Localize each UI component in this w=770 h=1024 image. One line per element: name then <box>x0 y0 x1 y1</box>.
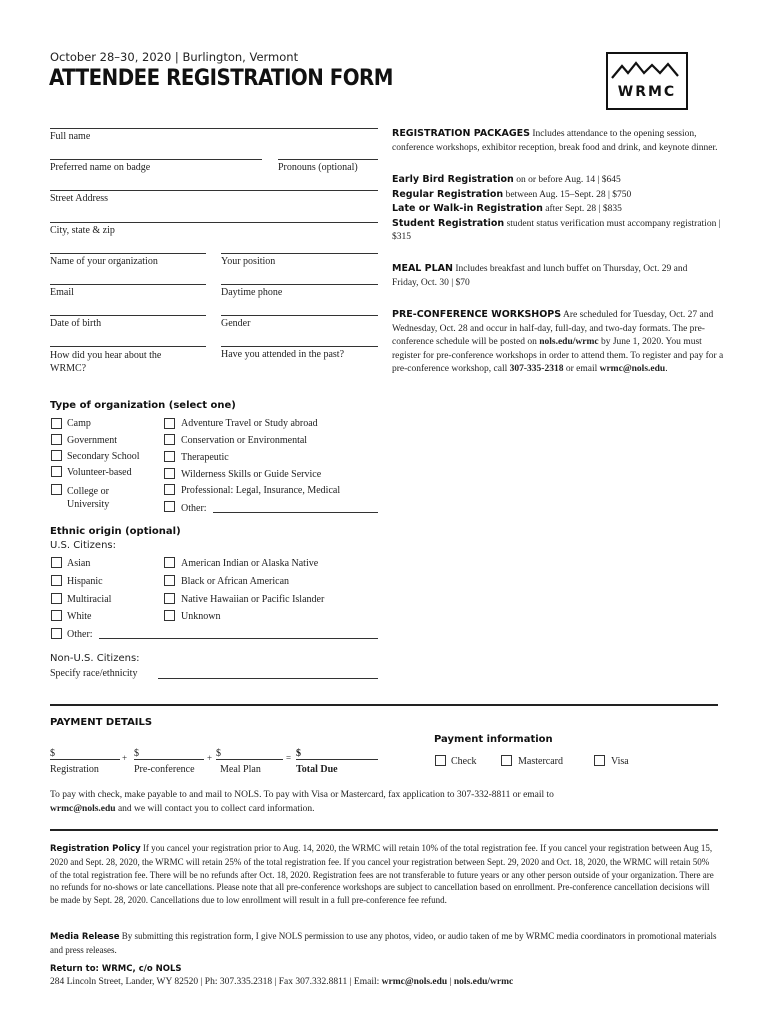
eth-multiracial-label: Multiracial <box>67 594 112 605</box>
media-heading: Media Release <box>50 932 120 942</box>
dollar-sign: $ <box>134 748 139 759</box>
pay-mastercard-checkbox[interactable] <box>501 755 512 766</box>
phone-line[interactable] <box>221 284 378 285</box>
package-item-student <box>392 217 734 245</box>
preferred-name-line[interactable] <box>50 159 262 160</box>
street-label: Street Address <box>50 193 109 204</box>
attended-label: Have you attended in the past? <box>221 349 345 360</box>
org-professional-checkbox[interactable] <box>164 484 175 495</box>
package-detail: after Sept. 28 | $835 <box>542 204 622 214</box>
package-detail: between Aug. 15–Sept. 28 | $750 <box>503 189 632 200</box>
org-therapeutic-label: Therapeutic <box>181 452 229 463</box>
pay-mastercard-label: Mastercard <box>518 756 563 767</box>
gender-line[interactable] <box>221 315 378 316</box>
package-name: Student Registration <box>392 217 505 229</box>
eth-hispanic-label: Hispanic <box>67 576 103 587</box>
eth-black-label: Black or African American <box>181 576 290 587</box>
media-section <box>50 930 718 957</box>
gender-label: Gender <box>221 318 251 329</box>
payment-note-line: To pay with check, make payable to and mail to NOLS. To pay with Visa or Mastercard, fax application to 307-332-8811 or email to <box>50 790 554 800</box>
position-label: Your position <box>221 256 276 267</box>
specify-line[interactable] <box>158 678 378 679</box>
eth-other-line[interactable] <box>99 638 378 639</box>
dollar-sign: $ <box>50 748 55 759</box>
email-label: Email <box>50 287 74 298</box>
org-wilderness-checkbox[interactable] <box>164 468 175 479</box>
logo-text: WRMC <box>617 84 677 100</box>
payment-note-line <box>50 803 718 817</box>
registration-label: Registration <box>50 764 99 775</box>
pay-check-checkbox[interactable] <box>435 755 446 766</box>
package-item-late <box>392 202 734 217</box>
org-secondary-label: Secondary School <box>67 451 140 462</box>
return-heading: Return to: WRMC, c/o NOLS <box>50 964 182 974</box>
registration-amount-line[interactable] <box>50 759 120 760</box>
org-government-label: Government <box>67 435 117 446</box>
org-other-label: Other: <box>181 503 207 514</box>
workshops-email[interactable]: wrmc@nols.edu <box>599 364 666 374</box>
payment-info-heading: Payment information <box>434 734 553 745</box>
eth-unknown-label: Unknown <box>181 611 221 622</box>
wrmc-logo <box>606 52 688 110</box>
full-name-label: Full name <box>50 131 91 142</box>
org-type-heading: Type of organization (select one) <box>50 400 236 411</box>
payment-heading: PAYMENT DETAILS <box>50 717 153 728</box>
preferred-name-label: Preferred name on badge <box>50 162 151 173</box>
page-title: ATTENDEE REGISTRATION FORM <box>49 66 393 91</box>
pronouns-label: Pronouns (optional) <box>278 162 358 173</box>
meal-amount-line[interactable] <box>216 759 283 760</box>
payment-note-text: and we will contact you to collect card information. <box>115 803 315 814</box>
org-government-checkbox[interactable] <box>51 434 62 445</box>
org-conservation-checkbox[interactable] <box>164 434 175 445</box>
attended-line[interactable] <box>221 346 378 347</box>
position-line[interactable] <box>221 253 378 254</box>
packages-heading: REGISTRATION PACKAGES <box>392 128 530 139</box>
org-name-line[interactable] <box>50 253 206 254</box>
org-volunteer-checkbox[interactable] <box>51 466 62 477</box>
workshops-link[interactable]: nols.edu/wrmc <box>539 337 599 347</box>
eth-hawaiian-checkbox[interactable] <box>164 593 175 604</box>
workshops-text: by June 1, 2020. You must register for pre-conference workshops in order to attend them. To register and pay for a pre-conference workshop, call <box>392 337 724 374</box>
street-line[interactable] <box>50 190 378 191</box>
dollar-sign: $ <box>216 748 221 759</box>
equals-sign: = <box>286 753 292 763</box>
org-professional-label: Professional: Legal, Insurance, Medical <box>181 485 341 496</box>
org-secondary-checkbox[interactable] <box>51 450 62 461</box>
policy-section <box>50 842 718 907</box>
org-conservation-label: Conservation or Environmental <box>181 435 308 446</box>
eth-american-indian-label: American Indian or Alaska Native <box>181 558 319 569</box>
meal-section <box>392 262 702 290</box>
package-name: Regular Registration <box>392 188 504 200</box>
dob-line[interactable] <box>50 315 206 316</box>
preconf-label: Pre-conference <box>134 764 195 775</box>
meal-heading: MEAL PLAN <box>392 263 453 274</box>
org-college-checkbox[interactable] <box>51 484 62 495</box>
org-name-label: Name of your organization <box>50 256 158 267</box>
eth-white-label: White <box>67 611 92 622</box>
package-item-regular <box>392 188 734 203</box>
pay-visa-checkbox[interactable] <box>594 755 605 766</box>
pay-visa-label: Visa <box>611 756 629 767</box>
org-volunteer-label: Volunteer-based <box>67 467 132 478</box>
eth-other-label: Other: <box>67 629 93 640</box>
total-due-label: Total Due <box>296 764 338 775</box>
ethnic-heading: Ethnic origin (optional) <box>50 526 181 537</box>
phone-label: Daytime phone <box>221 287 283 298</box>
payment-note <box>50 789 718 816</box>
org-therapeutic-checkbox[interactable] <box>164 451 175 462</box>
org-adventure-label: Adventure Travel or Study abroad <box>181 418 318 429</box>
return-site[interactable]: nols.edu/wrmc <box>453 977 514 987</box>
org-adventure-checkbox[interactable] <box>164 418 175 429</box>
org-other-checkbox[interactable] <box>164 501 175 512</box>
package-detail: student status verification must accompany registration | $315 <box>392 218 721 242</box>
media-text: By submitting this registration form, I give NOLS permission to use any photos, video, or audio taken of me by WRMC media coordinators in promotional materials and press releases. <box>50 931 717 955</box>
city-label: City, state & zip <box>50 225 115 236</box>
hear-about-label: How did you hear about the WRMC? <box>50 350 162 374</box>
packages-section <box>392 127 734 155</box>
pay-check-label: Check <box>451 756 477 767</box>
workshops-phone[interactable]: 307-335-2318 <box>509 364 564 374</box>
packages-intro: Includes attendance to the opening session, conference workshops, exhibitor reception, break food and drink, and keynote dinner. <box>392 129 718 153</box>
pronouns-line[interactable] <box>278 159 378 160</box>
mountains-icon <box>608 60 685 82</box>
us-citizens-label: U.S. Citizens: <box>50 540 116 551</box>
org-college-label: College or University <box>67 486 110 510</box>
eth-hawaiian-label: Native Hawaiian or Pacific Islander <box>181 594 325 605</box>
policy-text: If you cancel your registration prior to Aug. 14, 2020, the WRMC will retain 10% of the total registration fee. If you cancel your registration between Aug 15, 2020 and Sept. 28, 2020, the WRMC will retain 25% of the total registration fee. If you cancel your registration between Sept. 29, 2020 and Oct. 18, 2020, the WRMC will retain 50% of the total registration fee. There will be no refunds after Oct. 18, 2020. Registration fees are not transferable to future years or any other person outside of your organization. There are no refunds for no-shows or late cancellations. Please note that all pre-conference workshops are subject to cancellation based on enrollment. Pre-conference cancellation decisions will be made by Sept. 28, 2020. Cancellations due to low enrollment will result in a full pre-conference fee refund. <box>50 843 714 906</box>
org-other-line[interactable] <box>213 512 378 513</box>
dollar-sign: $ <box>296 748 301 759</box>
email-line[interactable] <box>50 284 206 285</box>
eth-asian-checkbox[interactable] <box>51 557 62 568</box>
eth-hispanic-checkbox[interactable] <box>51 575 62 586</box>
org-wilderness-label: Wilderness Skills or Guide Service <box>181 469 322 480</box>
eth-multiracial-checkbox[interactable] <box>51 593 62 604</box>
workshops-text: Are scheduled for Tuesday, Oct. 27 and Wednesday, Oct. 28 and occur in half-day, full-day, and two-day formats. The pre-conference schedule will be posted on <box>392 310 714 347</box>
return-address-text: 284 Lincoln Street, Lander, WY 82520 | Ph: 307.335.2318 | Fax 307.332.8811 | Email: <box>50 977 382 987</box>
payment-top-rule <box>50 704 718 706</box>
payment-bottom-rule <box>50 829 718 831</box>
workshops-heading: PRE-CONFERENCE WORKSHOPS <box>392 309 562 320</box>
package-list <box>392 173 734 245</box>
return-sep: | <box>447 977 454 987</box>
eth-black-checkbox[interactable] <box>164 575 175 586</box>
plus-sign: + <box>207 753 213 763</box>
eth-unknown-checkbox[interactable] <box>164 610 175 621</box>
eth-asian-label: Asian <box>67 558 91 569</box>
city-line[interactable] <box>50 222 378 223</box>
non-us-label: Non-U.S. Citizens: <box>50 653 140 664</box>
full-name-line[interactable] <box>50 128 378 129</box>
eth-other-checkbox[interactable] <box>51 628 62 639</box>
preconf-amount-line[interactable] <box>134 759 204 760</box>
hear-about-line[interactable] <box>50 346 206 347</box>
org-camp-checkbox[interactable] <box>51 418 62 429</box>
return-address <box>50 977 513 987</box>
package-detail: on or before Aug. 14 | $645 <box>513 175 621 185</box>
workshops-section <box>392 308 732 377</box>
package-item-early <box>392 173 734 188</box>
specify-label: Specify race/ethnicity <box>50 668 138 679</box>
payment-email[interactable]: wrmc@nols.edu <box>50 803 116 814</box>
org-camp-label: Camp <box>67 418 91 429</box>
package-name: Late or Walk-in Registration <box>392 203 543 214</box>
return-email[interactable]: wrmc@nols.edu <box>381 977 448 987</box>
event-line: October 28–30, 2020 | Burlington, Vermont <box>50 50 299 64</box>
workshops-text: or email <box>563 364 600 374</box>
policy-heading: Registration Policy <box>50 844 141 854</box>
eth-white-checkbox[interactable] <box>51 610 62 621</box>
plus-sign: + <box>122 753 128 763</box>
package-name: Early Bird Registration <box>392 174 514 185</box>
dob-label: Date of birth <box>50 318 102 329</box>
total-amount-line[interactable] <box>296 759 378 760</box>
eth-american-indian-checkbox[interactable] <box>164 557 175 568</box>
meal-plan-label: Meal Plan <box>220 764 261 775</box>
workshops-text: . <box>665 364 668 374</box>
meal-text: Includes breakfast and lunch buffet on Thursday, Oct. 29 and Friday, Oct. 30 | $70 <box>392 264 688 288</box>
